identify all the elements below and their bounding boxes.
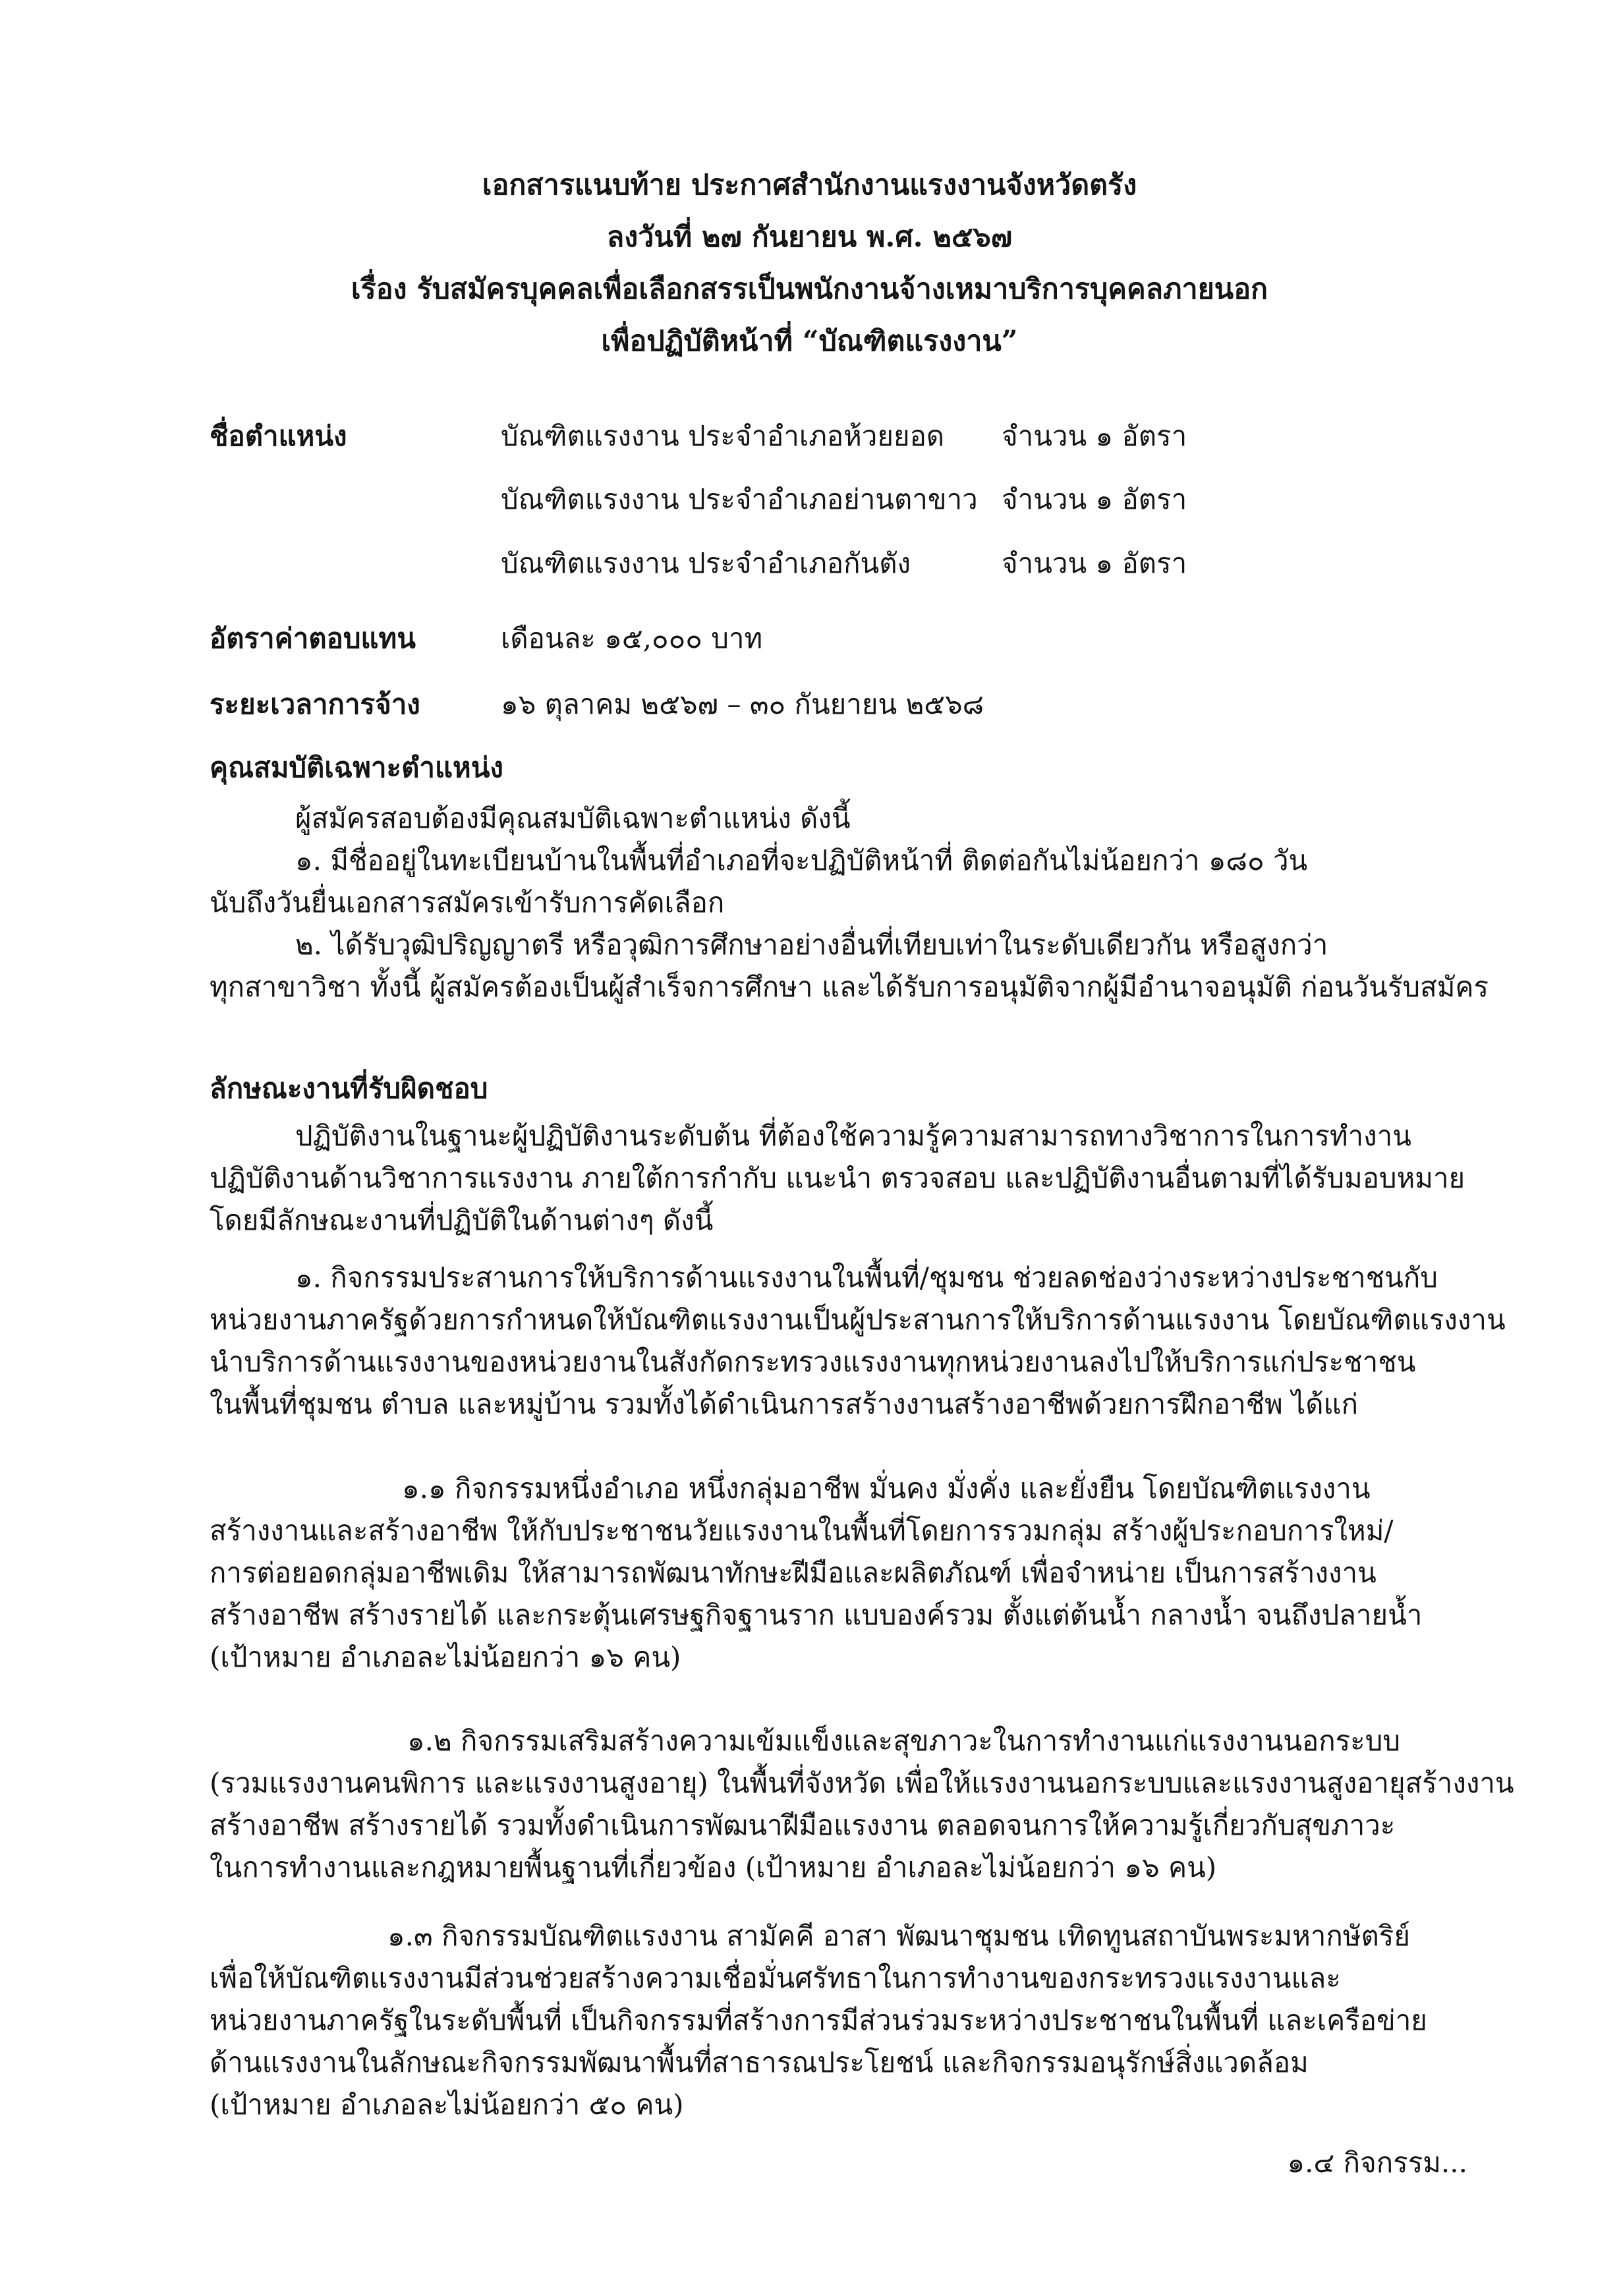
- text-line: สร้างงานและสร้างอาชีพ ให้กับประชาชนวัยแรงงานในพื้นที่โดยการรวมกลุ่ม สร้างผู้ประกอบการใหม่/: [210, 1514, 1394, 1547]
- text-line: ปฏิบัติงานด้านวิชาการแรงงาน ภายใต้การกำกับ แนะนำ ตรวจสอบ และปฏิบัติงานอื่นตามที่ได้รับมอบหมาย: [210, 1162, 1465, 1194]
- text-line: ๑. มีชื่ออยู่ในทะเบียนบ้านในพื้นที่อำเภอที่จะปฏิบัติหน้าที่ ติดต่อกันไม่น้อยกว่า ๑๘๐ วัน: [295, 844, 1308, 876]
- text-line: ปฏิบัติงานในฐานะผู้ปฏิบัติงานระดับต้น ที่ต้องใช้ความรู้ความสามารถทางวิชาการในการทำงาน: [295, 1120, 1411, 1152]
- text-line: ๒. ได้รับวุฒิปริญญาตรี หรือวุฒิการศึกษาอย่างอื่นที่เทียบเท่าในระดับเดียวกัน หรือสูงกว่า: [295, 929, 1328, 961]
- duties-intro: [210, 1115, 1469, 1242]
- header-line-2: ลงวันที่ ๒๗ กันยายน พ.ศ. ๒๕๖๗: [606, 221, 1013, 254]
- text-line: โดยมีลักษณะงานที่ปฏิบัติในด้านต่างๆ ดังนี้: [210, 1204, 714, 1236]
- position-count: จำนวน ๑ อัตรา: [1002, 547, 1187, 579]
- text-line: หน่วยงานภาครัฐในระดับพื้นที่ เป็นกิจกรรมที่สร้างการมีส่วนร่วมระหว่างประชาชนในพื้นที่ และเครือข่าย: [210, 2004, 1427, 2036]
- position-title: บัณฑิตแรงงาน ประจำอำเภอกันตัง: [501, 547, 911, 579]
- text-line: ๑. กิจกรรมประสานการให้บริการด้านแรงงานในพื้นที่/ชุมชน ช่วยลดช่องว่างระหว่างประชาชนกับ: [295, 1261, 1438, 1294]
- text-line: (เป้าหมาย อำเภอละไม่น้อยกว่า ๕๐ คน): [210, 2088, 684, 2121]
- text-line: เพื่อให้บัณฑิตแรงงานมีส่วนช่วยสร้างความเชื่อมั่นศรัทธาในการทำงานของกระทรวงแรงงานและ: [210, 1962, 1341, 1994]
- qualifications-title: คุณสมบัติเฉพาะตำแหน่ง: [210, 751, 503, 784]
- qualifications-body: [210, 797, 1489, 1008]
- text-line: สร้างอาชีพ สร้างรายได้ และกระตุ้นเศรษฐกิจฐานราก แบบองค์รวม ตั้งแต่ต้นน้ำ กลางน้ำ จนถึงปลายน้ำ: [210, 1599, 1423, 1631]
- header-line-1: เอกสารแนบท้าย ประกาศสำนักงานแรงงานจังหวัดตรัง: [482, 169, 1137, 202]
- position-count: จำนวน ๑ อัตรา: [1002, 483, 1187, 515]
- continuation-note: ๑.๔ กิจกรรม...: [1287, 2146, 1467, 2179]
- duty-item-1-3: [210, 1915, 1469, 2126]
- position-label: ชื่อตำแหน่ง: [210, 420, 347, 452]
- position-title: บัณฑิตแรงงาน ประจำอำเภอย่านตาขาว: [501, 483, 978, 515]
- duty-item-1-2: [210, 1720, 1514, 1889]
- text-line: การต่อยอดกลุ่มอาชีพเดิม ให้สามารถพัฒนาทักษะฝีมือและผลิตภัณฑ์ เพื่อจำหน่าย เป็นการสร้างงาน: [210, 1557, 1377, 1589]
- period-label: ระยะเวลาการจ้าง: [210, 688, 420, 720]
- text-line: ทุกสาขาวิชา ทั้งนี้ ผู้สมัครต้องเป็นผู้สำเร็จการศึกษา และได้รับการอนุมัติจากผู้มีอำนาจอนุมัติ ก่อนวันรับสมัคร: [210, 971, 1489, 1003]
- document-header: [0, 159, 1619, 368]
- text-line: ๑.๒ กิจกรรมเสริมสร้างความเข้มแข็งและสุขภาวะในการทำงานแก่แรงงานนอกระบบ: [407, 1725, 1401, 1757]
- text-line: ๑.๓ กิจกรรมบัณฑิตแรงงาน สามัคคี อาสา พัฒนาชุมชน เทิดทูนสถาบันพระมหากษัตริย์: [387, 1920, 1410, 1952]
- position-title: บัณฑิตแรงงาน ประจำอำเภอห้วยยอด: [501, 420, 945, 452]
- salary-label: อัตราค่าตอบแทน: [210, 622, 416, 654]
- text-line: ด้านแรงงานในลักษณะกิจกรรมพัฒนาพื้นที่สาธารณประโยชน์ และกิจกรรมอนุรักษ์สิ่งแวดล้อม: [210, 2046, 1309, 2079]
- text-line: ในการทำงานและกฎหมายพื้นฐานที่เกี่ยวข้อง (เป้าหมาย อำเภอละไม่น้อยกว่า ๑๖ คน): [210, 1851, 1217, 1883]
- duty-item-1-1: [210, 1468, 1469, 1679]
- header-line-3: เรื่อง รับสมัครบุคคลเพื่อเลือกสรรเป็นพนักงานจ้างเหมาบริการบุคคลภายนอก: [351, 273, 1268, 306]
- duties-title: ลักษณะงานที่รับผิดชอบ: [210, 1072, 488, 1105]
- text-line: นำบริการด้านแรงงานของหน่วยงานในสังกัดกระทรวงแรงงานทุกหน่วยงานลงไปให้บริการแก่ประชาชน: [210, 1346, 1416, 1378]
- position-count: จำนวน ๑ อัตรา: [1002, 420, 1187, 452]
- text-line: ๑.๑ กิจกรรมหนึ่งอำเภอ หนึ่งกลุ่มอาชีพ มั่นคง มั่งคั่ง และยั่งยืน โดยบัณฑิตแรงงาน: [402, 1472, 1371, 1505]
- salary-value: เดือนละ ๑๕,๐๐๐ บาท: [501, 622, 763, 654]
- text-line: (รวมแรงงานคนพิการ และแรงงานสูงอายุ) ในพื้นที่จังหวัด เพื่อให้แรงงานนอกระบบและแรงงานสูงอายุสร้างงาน: [210, 1767, 1514, 1799]
- period-value: ๑๖ ตุลาคม ๒๕๖๗ – ๓๐ กันยายน ๒๕๖๘: [501, 688, 984, 720]
- header-line-4: เพื่อปฏิบัติหน้าที่ “บัณฑิตแรงงาน”: [601, 325, 1018, 358]
- text-line: นับถึงวันยื่นเอกสารสมัครเข้ารับการคัดเลือก: [210, 886, 725, 919]
- text-line: สร้างอาชีพ สร้างรายได้ รวมทั้งดำเนินการพัฒนาฝีมือแรงงาน ตลอดจนการให้ความรู้เกี่ยวกับสุขภาวะ: [210, 1809, 1396, 1841]
- text-line: ผู้สมัครสอบต้องมีคุณสมบัติเฉพาะตำแหน่ง ดังนี้: [295, 802, 851, 834]
- text-line: (เป้าหมาย อำเภอละไม่น้อยกว่า ๑๖ คน): [210, 1641, 681, 1673]
- duty-item-1: [210, 1257, 1506, 1425]
- text-line: หน่วยงานภาครัฐด้วยการกำหนดให้บัณฑิตแรงงานเป็นผู้ประสานการให้บริการด้านแรงงาน โดยบัณฑิตแรงงาน: [210, 1304, 1506, 1336]
- text-line: ในพื้นที่ชุมชน ตำบล และหมู่บ้าน รวมทั้งได้ดำเนินการสร้างงานสร้างอาชีพด้วยการฝึกอาชีพ ได้แก่: [210, 1388, 1359, 1420]
